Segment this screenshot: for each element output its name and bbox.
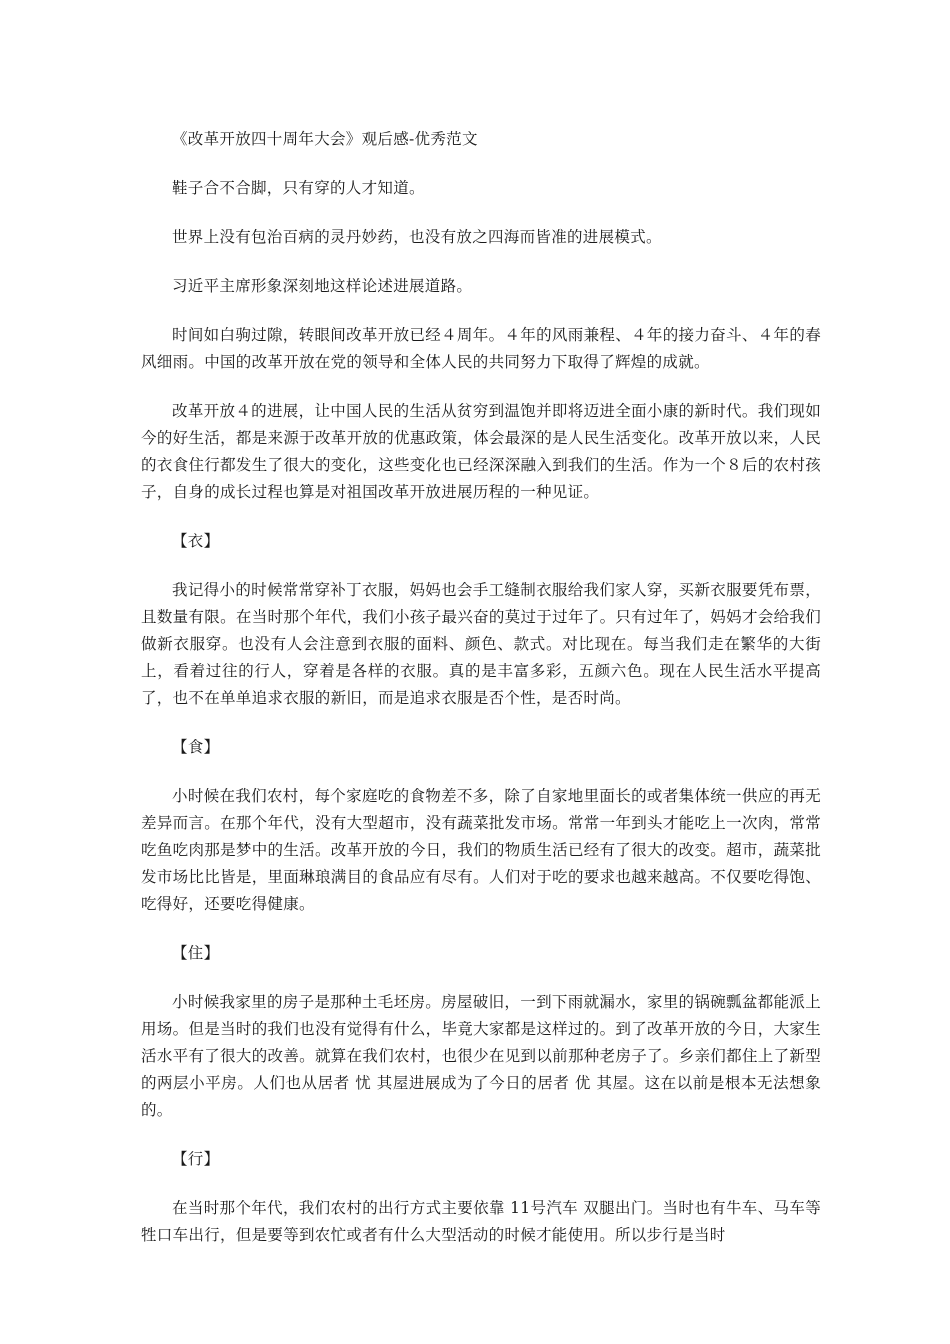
paragraph: 习近平主席形象深刻地这样论述进展道路。 — [172, 277, 473, 295]
section-text-housing: 小时候我家里的房子是那种土毛坯房。房屋破旧，一到下雨就漏水，家里的锅碗瓢盆都能派上用场。但是当时的我们也没有觉得有什么，毕竟大家都是这样过的。到了改革开放的今日，大家生活水平有了很大的改善。就算在我们农村，也很少在见到以前那种老房子了。乡亲们都住上了新型的两层小平房。人们也从居者 忧 其屋进展成为了今日的居者 优 其屋。这在以前是根本无法想象的。 — [141, 993, 821, 1119]
section-text-transport: 在当时那个年代，我们农村的出行方式主要依靠 11号汽车 双腿出门。当时也有牛车、马车等牲口车出行，但是要等到农忙或者有什么大型活动的时候才能使用。所以步行是当时 — [141, 1199, 821, 1244]
section-text-food: 小时候在我们农村，每个家庭吃的食物差不多，除了自家地里面长的或者集体统一供应的再无差异而言。在那个年代，没有大型超市，没有蔬菜批发市场。常常一年到头才能吃上一次肉，常常吃鱼吃肉那是梦中的生活。改革开放的今日，我们的物质生活已经有了很大的改变。超市，蔬菜批发市场比比皆是，里面琳琅满目的食品应有尽有。人们对于吃的要求也越来越高。不仅要吃得饱、吃得好，还要吃得健康。 — [141, 787, 821, 913]
section-heading-housing: 【住】 — [172, 944, 220, 962]
document-title: 《改革开放四十周年大会》观后感-优秀范文 — [172, 130, 478, 148]
paragraph: 改革开放４的进展，让中国人民的生活从贫穷到温饱并即将迈进全面小康的新时代。我们现如今的好生活，都是来源于改革开放的优惠政策，体会最深的是人民生活变化。改革开放以来，人民的衣食住行都发生了很大的变化，这些变化也已经深深融入到我们的生活。作为一个８后的农村孩子，自身的成长过程也算是对祖国改革开放进展历程的一种见证。 — [141, 402, 821, 501]
document-page — [141, 118, 821, 1271]
paragraph: 鞋子合不合脚，只有穿的人才知道。 — [172, 179, 425, 197]
section-heading-food: 【食】 — [172, 738, 220, 756]
section-text-clothing: 我记得小的时候常常穿补丁衣服，妈妈也会手工缝制衣服给我们家人穿，买新衣服要凭布票，且数量有限。在当时那个年代，我们小孩子最兴奋的莫过于过年了。只有过年了，妈妈才会给我们做新衣服穿。也没有人会注意到衣服的面料、颜色、款式。对比现在。每当我们走在繁华的大街上，看着过往的行人，穿着是各样的衣服。真的是丰富多彩，五颜六色。现在人民生活水平提高了，也不在单单追求衣服的新旧，而是追求衣服是否个性，是否时尚。 — [141, 581, 821, 707]
section-heading-clothing: 【衣】 — [172, 532, 220, 550]
paragraph: 时间如白驹过隙，转眼间改革开放已经４周年。４年的风雨兼程、４年的接力奋斗、４年的春风细雨。中国的改革开放在党的领导和全体人民的共同努力下取得了辉煌的成就。 — [141, 326, 821, 371]
section-heading-transport: 【行】 — [172, 1150, 220, 1168]
paragraph: 世界上没有包治百病的灵丹妙药，也没有放之四海而皆准的进展模式。 — [172, 228, 662, 246]
